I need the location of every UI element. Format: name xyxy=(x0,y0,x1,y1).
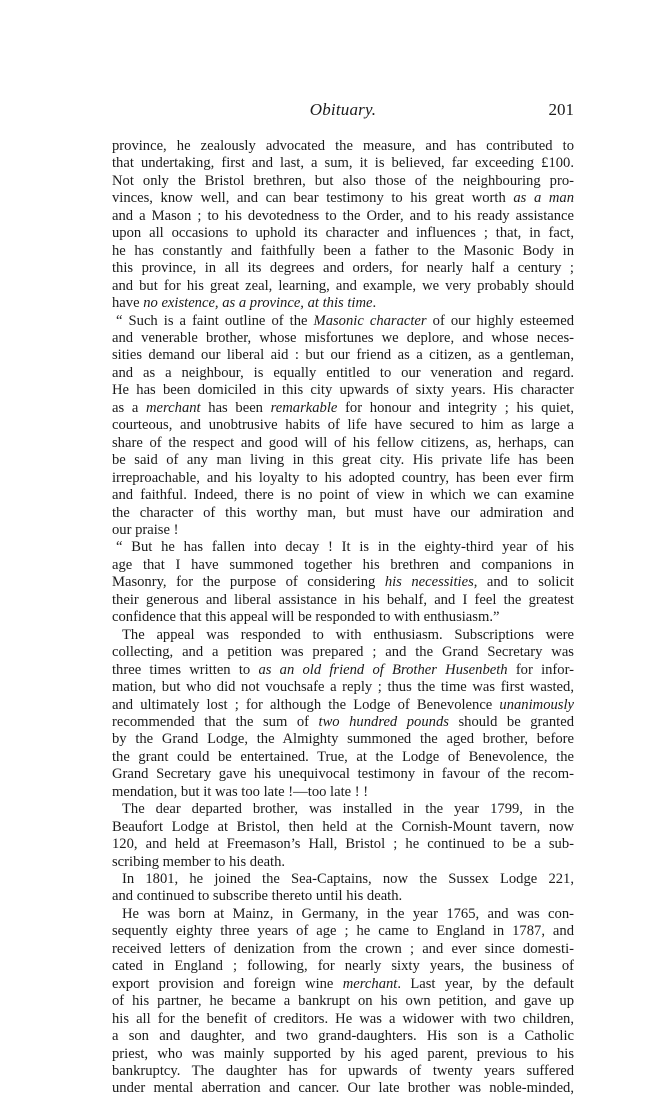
text-line: and venerable brother, whose misfortunes we deplore, and whose neces- xyxy=(112,329,574,346)
text-line: vinces, know well, and can bear testimony to his great worth as a man xyxy=(112,190,574,207)
text-line: received letters of denization from the crown ; and ever since domesti- xyxy=(112,940,574,957)
text-line: collecting, and a petition was prepared ; and the Grand Secretary was xyxy=(112,644,574,661)
text-line: and faithful. Indeed, there is no point of view in which we can examine xyxy=(112,487,574,504)
text-line: sequently eighty three years of age ; he came to England in 1787, and xyxy=(112,923,574,940)
text-line: The dear departed brother, was installed in the year 1799, in the xyxy=(122,801,574,818)
text-line: He was born at Mainz, in Germany, in the year 1765, and was con- xyxy=(122,905,574,922)
page-number: 201 xyxy=(548,100,574,119)
page-header xyxy=(112,100,574,124)
text-line: “ Such is a faint outline of the Masonic character of our highly esteemed xyxy=(116,312,574,329)
text-line: be said of any man living in this great city. His private life has been xyxy=(112,452,574,469)
text-line: confidence that this appeal will be responded to with enthusiasm.” xyxy=(112,609,500,626)
text-line: his all for the benefit of creditors. He was a widower with two children, xyxy=(112,1010,574,1027)
text-line: as a merchant has been remarkable for honour and integrity ; his quiet, xyxy=(112,399,574,416)
text-line: 120, and held at Freemason’s Hall, Bristol ; he continued to be a sub- xyxy=(112,836,574,853)
text-line: courteous, and unobtrusive habits of life have secured to him as large a xyxy=(112,417,574,434)
text-line: have no existence, as a province, at this time. xyxy=(112,295,377,312)
text-line: province, he zealously advocated the measure, and has contributed to xyxy=(112,138,574,154)
text-line: recommended that the sum of two hundred pounds should be granted xyxy=(112,713,574,730)
text-line: of his partner, he became a bankrupt on his own petition, and gave up xyxy=(112,993,574,1010)
text-line: under mental aberration and cancer. Our late brother was noble-minded, xyxy=(112,1080,574,1097)
text-line: sities demand our liberal aid : but our friend as a citizen, as a gentleman, xyxy=(112,347,574,364)
text-line: Grand Secretary gave his unequivocal testimony in favour of the recom- xyxy=(112,766,574,783)
text-line: Masonry, for the purpose of considering his necessities, and to solicit xyxy=(112,574,574,591)
text-line: mation, but who did not vouchsafe a reply ; thus the time was first wasted, xyxy=(112,679,574,696)
text-line: by the Grand Lodge, the Almighty summoned the aged brother, before xyxy=(112,731,574,748)
text-line: their generous and liberal assistance in his behalf, and I feel the greatest xyxy=(112,591,574,608)
text-line: and as a neighbour, is equally entitled to our veneration and regard. xyxy=(112,364,574,381)
text-line: this province, in all its degrees and orders, for nearly half a century ; xyxy=(112,260,574,277)
text-line: and continued to subscribe thereto until his death. xyxy=(112,888,403,905)
text-line: Not only the Bristol brethren, but also those of the neighbouring pro- xyxy=(112,172,574,189)
text-line: cated in England ; following, for nearly sixty years, the business of xyxy=(112,958,574,975)
text-line: mendation, but it was too late !—too late ! ! xyxy=(112,783,369,800)
text-line: and ultimately lost ; for although the Lodge of Benevolence unanimously xyxy=(112,696,574,713)
text-line: Beaufort Lodge at Bristol, then held at the Cornish-Mount tavern, now xyxy=(112,818,574,835)
text-line: and but for his great zeal, learning, and example, we very probably should xyxy=(112,277,574,294)
text-line: scribing member to his death. xyxy=(112,853,286,870)
text-line: age that I have summoned together his brethren and companions in xyxy=(112,556,574,573)
text-line: The appeal was responded to with enthusiasm. Subscriptions were xyxy=(122,626,574,643)
text-line: irreproachable, and his loyalty to his adopted country, has been ever firm xyxy=(112,469,574,486)
running-head: Obituary. xyxy=(309,100,377,119)
text-line: a son and daughter, and two grand-daughters. His son is a Catholic xyxy=(112,1028,574,1045)
text-line: the grant could be entertained. True, at the Lodge of Benevolence, the xyxy=(112,748,574,765)
text-line: “ But he has fallen into decay ! It is in the eighty-third year of his xyxy=(116,539,574,556)
text-line: that undertaking, first and last, a sum, it is believed, far exceeding £100. xyxy=(112,155,574,172)
text-line: our praise ! xyxy=(112,521,179,538)
text-line: export provision and foreign wine merchant. Last year, by the default xyxy=(112,975,574,992)
text-line: He has been domiciled in this city upwards of sixty years. His character xyxy=(112,382,574,399)
text-line: upon all occasions to uphold its character and influences ; that, in fact, xyxy=(112,225,574,242)
text-line: he has constantly and faithfully been a father to the Masonic Body in xyxy=(112,242,574,259)
text-line: bankruptcy. The daughter has for upwards of twenty years suffered xyxy=(112,1063,574,1080)
article-body xyxy=(112,138,574,1098)
text-line: three times written to as an old friend of Brother Husenbeth for infor- xyxy=(112,661,575,678)
text-line: and a Mason ; to his devotedness to the Order, and to his ready assistance xyxy=(112,207,574,224)
text-line: the character of this worthy man, but must have our admiration and xyxy=(112,504,574,521)
text-line: In 1801, he joined the Sea-Captains, now the Sussex Lodge 221, xyxy=(122,871,574,888)
text-line: priest, who was mainly supported by his aged parent, previous to his xyxy=(112,1045,574,1062)
text-line: share of the respect and good will of his fellow citizens, as, herhaps, can xyxy=(112,434,574,451)
